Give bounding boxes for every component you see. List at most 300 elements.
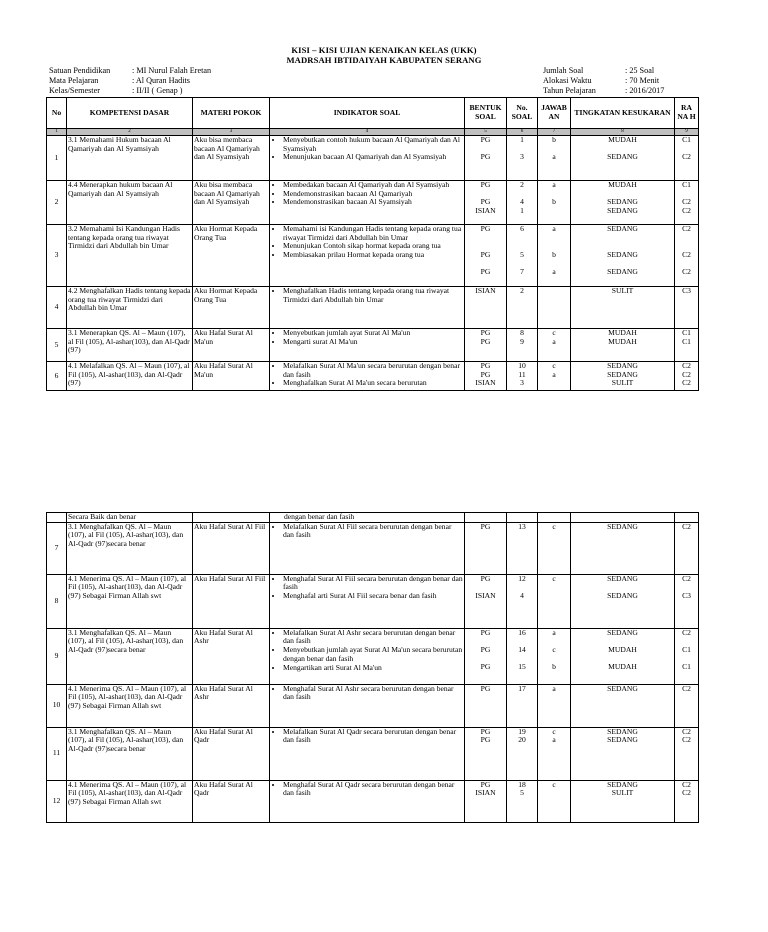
indikator-item: • Menghafal Surat Al Qadr secara berurutan dengan benar dan fasih [283,781,463,798]
nosoal-value: 4 [520,197,524,207]
jawab-value: a [552,735,556,745]
col-header: BENTUK SOAL [465,98,507,129]
cell-no: 6 [47,362,67,391]
cell-kd: 4.1 Menerima QS. Al – Maun (107), al Fil (105), Al-ashar(103), dan Al-Qadr (97) Sebagai Firman Allah swt [67,780,193,822]
jawab-value [539,379,569,388]
tingkat-value: SEDANG [607,206,638,216]
bentuk-value: PG [480,735,491,745]
ranah-value: C1 [682,180,691,189]
indikator-item: • Membedakan bacaan Al Qamariyah dan Al Syamsiyah [283,181,463,190]
tingkat-value: MUDAH [608,135,637,144]
cell-materi: Aku bisa membaca bacaan Al Qamariyah dan Al Syamsiyah [193,181,270,225]
cell-tingkat [571,181,675,225]
bentuk-value: PG [480,135,491,144]
nosoal-value: 20 [518,735,526,745]
bentuk-value: PG [480,267,491,277]
tingkat-value: MUDAH [608,180,637,189]
col-number: 3 [193,129,270,136]
ranah-value: C2 [682,378,691,388]
cell-jawab [538,628,571,684]
cell-materi: Aku Hafal Surat Al Ashr [193,628,270,684]
cell-nosoal [507,727,538,780]
bentuk-value: PG [480,645,491,655]
col-number: 4 [270,129,465,136]
indikator-item: • Mendemonstrasikan bacaan Al Syamsiyah [283,198,463,207]
table-row [47,780,699,822]
col-number: 9 [675,129,699,136]
ranah-value: C2 [682,369,691,379]
cell-indikator [270,780,465,822]
ranah-value: C2 [682,735,691,745]
indikator-item: • Menghafal Surat Al Ashr secara berurutan dengan benar dan fasih [283,685,463,702]
nosoal-value [508,234,536,243]
indikator-item: • Mengartikan arti Surat Al Ma'un [283,664,463,673]
bentuk-value: ISIAN [475,788,496,798]
indikator-item: • Menyebutkan jumlah ayat Surat Al Ma'un [283,329,463,338]
bentuk-value: PG [480,522,491,531]
bentuk-value: ISIAN [475,286,496,295]
nosoal-value: 13 [518,522,526,531]
ranah-value: C2 [682,267,691,277]
tingkat-value: SEDANG [607,250,638,260]
cell-kd: 4.1 Melafalkan QS. Al – Maun (107), al Fil (105), Al-ashar(103), dan Al-Qadr (97) [67,362,193,391]
cell-bentuk [465,628,507,684]
indikator-list [271,781,463,798]
bentuk-value: ISIAN [475,378,496,388]
cell-tingkat [571,574,675,628]
bentuk-value: PG [480,574,491,583]
cell-indikator [270,136,465,181]
cell-materi: Aku Hormat Kepada Orang Tua [193,225,270,287]
cell-tingkat [571,329,675,362]
tingkat-value: SEDANG [607,628,638,637]
bentuk-value: PG [480,369,491,379]
cell-tingkat [571,628,675,684]
cell-bentuk [465,136,507,181]
indikator-item: • Menunjukan Contoh sikap hormat kepada orang tua [283,242,463,251]
indikator-item: • Melafalkan Surat Al Fiil secara berurutan dengan benar dan fasih [283,523,463,540]
indikator-item: • Melafalkan Surat Al Ma'un secara berurutan dengan benar dan fasih [283,362,463,379]
ranah-value: C1 [682,336,691,346]
table-2-body [47,513,699,823]
ranah-value [676,234,697,243]
cell-bentuk [465,574,507,628]
tingkat-value: SEDANG [607,591,638,601]
cell-jawab [538,329,571,362]
cell-no: 9 [47,628,67,684]
indikator-list [271,225,463,260]
cell-jawab [538,684,571,727]
cell-no: 11 [47,727,67,780]
tingkat-value: SEDANG [607,369,638,379]
meta-key: Tahun Pelajaran [543,86,596,95]
tingkat-value: SEDANG [607,267,638,277]
jawab-value: b [552,662,556,672]
cell-bentuk [465,780,507,822]
jawab-value: c [552,361,556,370]
cell-bentuk [465,181,507,225]
meta-value: : MI Nurul Falah Eretan [132,66,212,75]
ranah-value: C3 [682,286,691,295]
nosoal-value: 12 [518,574,526,583]
tingkat-value: SEDANG [607,224,638,233]
meta-key: Satuan Pendidikan [49,66,111,75]
cell-jawab [538,287,571,329]
doc-title: KISI – KISI UJIAN KENAIKAN KELAS (UKK) [291,45,477,55]
cell-nosoal [507,780,538,822]
cell-indikator [270,362,465,391]
bentuk-value: PG [480,628,491,637]
nosoal-value: 8 [520,328,524,337]
cell-materi: Aku Hafal Surat Al Fiil [193,522,270,574]
cell-no [47,513,67,523]
cell-jawab [538,136,571,181]
indikator-list [271,181,463,207]
col-number: 7 [538,129,571,136]
cell-ranah [675,225,699,287]
ranah-value: C2 [682,206,691,216]
meta-key: Kelas/Semester [49,86,100,95]
jawab-value: a [552,684,556,693]
nosoal-value: 16 [518,628,526,637]
bentuk-value: PG [480,197,491,207]
cell-ranah [675,574,699,628]
table-row [47,136,699,181]
table-row [47,727,699,780]
cell-jawab [538,513,571,523]
cell-ranah [675,780,699,822]
indikator-item: • Menghafal arti Surat Al Fiil secara benar dan fasih [283,592,463,601]
meta-right [543,66,664,96]
col-header: No. SOAL [507,98,538,129]
tingkat-value: SEDANG [607,780,638,789]
cell-nosoal [507,513,538,523]
tingkat-value: SEDANG [607,684,638,693]
ranah-value: C2 [682,780,691,789]
nosoal-value: 17 [518,684,526,693]
cell-no: 10 [47,684,67,727]
nosoal-value: 15 [518,662,526,672]
col-number: 1 [47,129,67,136]
ranah-value: C2 [682,522,691,531]
indikator-list [271,728,463,745]
cell-kd: 4.4 Menerapkan hukum bacaan Al Qamariyah dan Al Syamsiyah [67,181,193,225]
indikator-item: • Menghafal Surat Al Fiil secara berurutan dengan benar dan fasih [283,575,463,592]
jawab-value: a [552,224,556,233]
indikator-list [271,685,463,702]
jawab-value: c [552,522,556,531]
cell-nosoal [507,329,538,362]
ranah-value: C2 [682,361,691,370]
cell-ranah [675,362,699,391]
nosoal-value: 2 [520,180,524,189]
jawab-value [539,789,569,798]
cell-materi: Aku Hafal Surat Al Ma'un [193,329,270,362]
cell-no: 3 [47,225,67,287]
cell-bentuk [465,329,507,362]
cell-kd: 3.1 Menghafalkan QS. Al – Maun (107), al Fil (105), Al-ashar(103), dan Al-Qadr (97)secara benar [67,628,193,684]
cell-ranah [675,684,699,727]
cell-kd: 4.1 Menerima QS. Al – Maun (107), al Fil (105), Al-ashar(103), dan Al-Qadr (97) Sebagai Firman Allah swt [67,574,193,628]
bentuk-value: PG [480,684,491,693]
nosoal-value: 1 [520,206,524,216]
jawab-value [539,234,569,243]
cell-kd: 3.1 Menerapkan QS. Al – Maun (107), al Fil (105), Al-ashar(103), dan Al-Qadr (97) [67,329,193,362]
cell-nosoal [507,225,538,287]
cell-kd: Secara Baik dan benar [67,513,193,523]
col-header: TINGKATAN KESUKARAN [571,98,675,129]
cell-tingkat [571,136,675,181]
table-row [47,329,699,362]
indikator-item: • Menghafalkan Hadis tentang kepada orang tua riwayat Tirmidzi dari Abdullah bin Umar [283,287,463,304]
cell-jawab [538,362,571,391]
col-header: MATERI POKOK [193,98,270,129]
table-row [47,181,699,225]
cell-ranah [675,628,699,684]
cell-indikator [270,181,465,225]
meta-value: : Al Quran Hadits [132,76,190,85]
jawab-value [539,287,569,296]
cell-no: 7 [47,522,67,574]
tingkat-value: SULIT [611,286,634,295]
tingkat-value: SEDANG [607,735,638,745]
bentuk-value: PG [480,250,491,260]
jawab-value: a [552,628,556,637]
jawab-value: c [552,780,556,789]
col-number: 6 [507,129,538,136]
tingkat-value: MUDAH [608,662,637,672]
ranah-value: C2 [682,224,691,233]
meta-key: Alokasi Waktu [543,76,592,85]
col-number: 8 [571,129,675,136]
cell-materi: Aku Hafal Surat Al Qadr [193,780,270,822]
bentuk-value: PG [480,224,491,233]
cell-ranah [675,329,699,362]
nosoal-value: 19 [518,727,526,736]
col-header: RA NA H [675,98,699,129]
col-header: KOMPETENSI DASAR [67,98,193,129]
cell-ranah [675,287,699,329]
ranah-value: C2 [682,574,691,583]
tingkat-value: SEDANG [607,152,638,162]
cell-indikator [270,574,465,628]
cell-jawab [538,780,571,822]
table-row [47,287,699,329]
cell-ranah [675,136,699,181]
jawab-value: a [552,152,556,162]
jawab-value: a [552,180,556,189]
cell-nosoal [507,287,538,329]
tingkat-value: SEDANG [607,197,638,207]
indikator-item: • Melafalkan Surat Al Qadr secara berurutan dengan benar dan fasih [283,728,463,745]
cell-bentuk [465,287,507,329]
meta-key: Mata Pelajaran [49,76,99,85]
table-header-row [47,98,699,129]
ranah-value: C1 [682,135,691,144]
cell-indikator [270,628,465,684]
cell-tingkat [571,225,675,287]
ranah-value: C2 [682,152,691,162]
jawab-value: b [552,250,556,260]
cell-kd: 3.1 Menghafalkan QS. Al – Maun (107), al Fil (105), Al-ashar(103), dan Al-Qadr (97)secara benar [67,727,193,780]
cell-tingkat [571,727,675,780]
col-header: JAWAB AN [538,98,571,129]
meta-value: : 70 Menit [625,76,660,85]
cell-materi: Aku Hafal Surat Al Ashr [193,684,270,727]
jawab-value: c [552,574,556,583]
jawab-value [539,583,569,592]
indikator-item: • Menyebutkan jumlah ayat Surat Al Ma'un secara berurutan dengan benar dan fasih [283,646,463,663]
cell-nosoal [507,362,538,391]
cell-tingkat [571,362,675,391]
nosoal-value: 2 [520,286,524,295]
ranah-value: C3 [682,591,691,601]
cell-materi: Aku Hormat Kepada Orang Tua [193,287,270,329]
ranah-value: C2 [682,250,691,260]
tingkat-value: MUDAH [608,336,637,346]
nosoal-value: 10 [518,361,526,370]
kisi-table-1 [46,97,699,391]
ranah-value: C2 [682,788,691,798]
cell-tingkat [571,780,675,822]
table-row [47,574,699,628]
cell-no: 2 [47,181,67,225]
bentuk-value: ISIAN [475,206,496,216]
tingkat-value: SULIT [611,378,634,388]
cell-ranah [675,181,699,225]
cell-no: 8 [47,574,67,628]
cell-jawab [538,225,571,287]
indikator-list [271,136,463,162]
indikator-item: • Membiasakan prilau Hormat kepada orang tua [283,251,463,260]
indikator-list [271,287,463,304]
jawab-value: b [552,135,556,144]
table-row [47,225,699,287]
cell-no: 12 [47,780,67,822]
ranah-value: C1 [682,328,691,337]
ranah-value: C2 [682,684,691,693]
bentuk-value: PG [480,180,491,189]
indikator-list [271,329,463,346]
cell-nosoal [507,574,538,628]
col-header: INDIKATOR SOAL [270,98,465,129]
ranah-value: C2 [682,727,691,736]
meta-value: : 25 Soal [625,66,655,75]
cell-no: 4 [47,287,67,329]
indikator-list [271,362,463,388]
cell-indikator [270,684,465,727]
nosoal-value: 5 [520,788,524,798]
cell-ranah [675,513,699,523]
cell-nosoal [507,684,538,727]
table-row [47,684,699,727]
cell-kd: 3.2 Memahami Isi Kandungan Hadis tentang kepada orang tua riwayat Tirmidzi dari Abdullah bin Umar [67,225,193,287]
nosoal-value: 6 [520,224,524,233]
cell-tingkat [571,287,675,329]
table-row [47,522,699,574]
cell-kd: 3.1 Memahami Hukum bacaan Al Qamariyah dan Al Syamsiyah [67,136,193,181]
indikator-item: • Mengarti surat Al Ma'un [283,338,463,347]
tingkat-value: MUDAH [608,645,637,655]
bentuk-value: ISIAN [475,591,496,601]
cell-materi [193,513,270,523]
nosoal-value: 18 [518,780,526,789]
indikator-item: • Menyebutkan contoh hukum bacaan Al Qamariyah dan Al Syamsiyah [283,136,463,153]
cell-jawab [538,727,571,780]
bentuk-value: PG [480,328,491,337]
table-row [47,362,699,391]
indikator-item: • Memahami isi Kandungan Hadis tentang kepada orang tua riwayat Tirmidzi dari Abdullah bin Umar [283,225,463,242]
indikator-list [271,523,463,540]
cell-indikator [270,225,465,287]
cell-materi: Aku bisa membaca bacaan Al Qamariyah dan Al Syamsiyah [193,136,270,181]
meta-left [49,66,211,96]
nosoal-value: 3 [520,378,524,388]
cell-nosoal [507,136,538,181]
jawab-value: c [552,645,556,655]
cell-jawab [538,181,571,225]
cell-nosoal [507,181,538,225]
tingkat-value: SEDANG [607,574,638,583]
cell-materi: Aku Hafal Surat Al Fiil [193,574,270,628]
col-header: No [47,98,67,129]
table-1-body [47,136,699,391]
nosoal-value: 5 [520,250,524,260]
bentuk-value: PG [480,662,491,672]
cell-kd: 4.1 Menerima QS. Al – Maun (107), al Fil (105), Al-ashar(103), dan Al-Qadr (97) Sebagai Firman Allah swt [67,684,193,727]
indikator-item: • Menghafalkan Surat Al Ma'un secara berurutan [283,379,463,388]
nosoal-value: 3 [520,152,524,162]
jawab-value [539,207,569,216]
nosoal-value: 14 [518,645,526,655]
cell-kd: 3.1 Menghafalkan QS. Al – Maun (107), al Fil (105), Al-ashar(103), dan Al-Qadr (97)secara benar [67,522,193,574]
jawab-value: c [552,328,556,337]
ranah-value: C2 [682,197,691,207]
cell-bentuk [465,684,507,727]
cell-indikator [270,522,465,574]
indikator-item: • Melafalkan Surat Al Ashr secara berurutan dengan benar dan fasih [283,629,463,646]
doc-subtitle: MADRSAH IBTIDAIYAH KABUPATEN SERANG [286,55,482,65]
nosoal-value: 9 [520,336,524,346]
jawab-value: b [552,197,556,207]
cell-no: 1 [47,136,67,181]
bentuk-value: PG [480,152,491,162]
cell-indikator [270,329,465,362]
tingkat-value: SEDANG [607,361,638,370]
cell-indikator [270,287,465,329]
bentuk-value: PG [480,780,491,789]
ranah-value: C1 [682,645,691,655]
tingkat-value [572,234,673,243]
bentuk-value: PG [480,361,491,370]
col-number: 2 [67,129,193,136]
jawab-value [539,592,569,601]
kisi-table-2 [46,512,699,823]
cell-indikator: dengan benar dan fasih [270,513,465,523]
cell-materi: Aku Hafal Surat Al Qadr [193,727,270,780]
cell-indikator [270,727,465,780]
cell-bentuk [465,362,507,391]
indikator-item: • Mendemonstrasikan bacaan Al Qamariyah [283,190,463,199]
bentuk-value: PG [480,727,491,736]
table-row [47,513,699,523]
jawab-value: a [552,369,556,379]
meta-key: Jumlah Soal [543,66,584,75]
bentuk-value [466,234,505,243]
table-row [47,628,699,684]
cell-nosoal [507,628,538,684]
indikator-list [271,575,463,601]
